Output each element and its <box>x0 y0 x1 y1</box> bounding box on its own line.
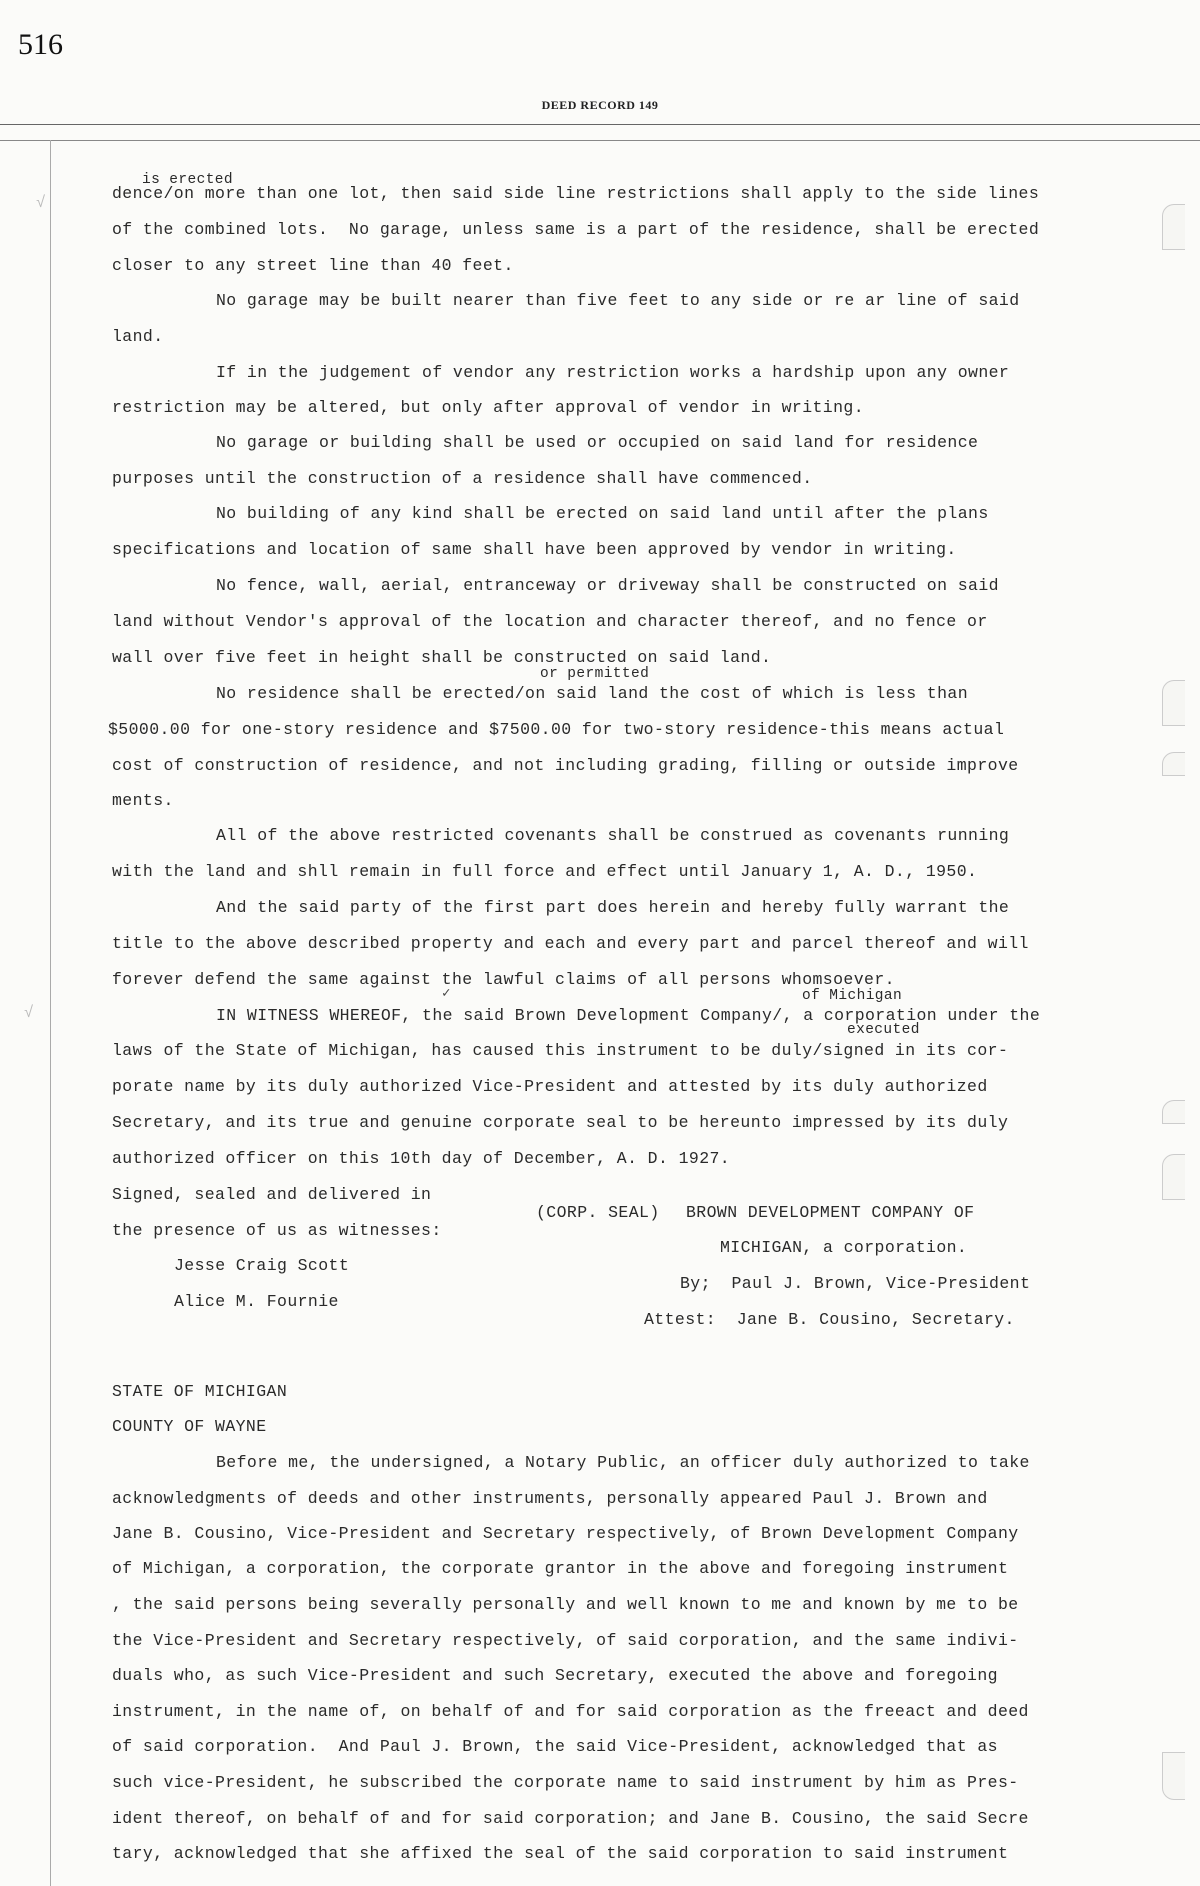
ack-line-11: ident thereof, on behalf of and for said corporation; and Jane B. Cousino, the said Secre <box>112 1809 1029 1828</box>
binding-tab <box>1162 1154 1185 1200</box>
deed-line-1: dence/on more than one lot, then said side line restrictions shall apply to the side lines <box>112 184 1040 203</box>
ack-line-4: of Michigan, a corporation, the corporate grantor in the above and foregoing instrument <box>112 1559 1009 1578</box>
deed-line-12: No fence, wall, aerial, entranceway or driveway shall be constructed on said <box>216 576 999 595</box>
margin-tick-mark: √ <box>24 1004 34 1022</box>
deed-line-9: purposes until the construction of a residence shall have commenced. <box>112 469 813 488</box>
deed-line-11: specifications and location of same shall have been approved by vendor in writing. <box>112 540 957 559</box>
header-rule-top <box>0 124 1200 125</box>
ack-line-6: the Vice-President and Secretary respectively, of said corporation, and the same indivi- <box>112 1631 1019 1650</box>
deed-line-2: of the combined lots. No garage, unless same is a part of the residence, shall be erected <box>112 220 1040 239</box>
deed-line-23: forever defend the same against the lawful claims of all persons whomsoever. <box>112 970 895 989</box>
page-header: DEED RECORD 149 <box>541 98 659 112</box>
binding-tab <box>1162 1100 1185 1124</box>
ack-line-1: Before me, the undersigned, a Notary Public, an officer duly authorized to take <box>216 1453 1030 1472</box>
deed-line-3: closer to any street line than 40 feet. <box>112 256 514 275</box>
left-margin-rule <box>50 140 51 1886</box>
deed-line-22: title to the above described property and each and every part and parcel thereof and will <box>112 934 1029 953</box>
signatory-attest: Attest: Jane B. Cousino, Secretary. <box>644 1310 1015 1329</box>
insertion-check-mark: ✓ <box>442 986 451 1002</box>
signed-sealed-label: Signed, sealed and delivered in <box>112 1185 432 1204</box>
deed-line-10: No building of any kind shall be erected on said land until after the plans <box>216 504 989 523</box>
margin-tick-mark: √ <box>36 194 46 212</box>
deed-line-13: land without Vendor's approval of the location and character thereof, and no fence or <box>112 612 988 631</box>
deed-line-21: And the said party of the first part does herein and hereby fully warrant the <box>216 898 1010 917</box>
deed-line-18: ments. <box>112 791 174 810</box>
deed-line-26: porate name by its duly authorized Vice-President and attested by its duly authorized <box>112 1077 988 1096</box>
header-rule-bottom <box>0 140 1200 141</box>
insertion-executed: executed <box>847 1022 920 1038</box>
binding-tab <box>1162 1752 1185 1800</box>
deed-line-28: authorized officer on this 10th day of December, A. D. 1927. <box>112 1149 731 1168</box>
binding-tab <box>1162 752 1185 776</box>
ack-line-12: tary, acknowledged that she affixed the seal of the said corporation to said instrument <box>112 1844 1009 1863</box>
binding-tab <box>1162 680 1185 726</box>
deed-line-7: restriction may be altered, but only after approval of vendor in writing. <box>112 398 865 417</box>
insertion-is-erected: is erected <box>142 172 234 188</box>
deed-line-8: No garage or building shall be used or occupied on said land for residence <box>216 433 979 452</box>
witness-name-1: Jesse Craig Scott <box>174 1256 350 1275</box>
deed-line-20: with the land and shll remain in full force and effect until January 1, A. D., 1950. <box>112 862 978 881</box>
signatory-by: By; Paul J. Brown, Vice-President <box>680 1274 1031 1293</box>
deed-line-6: If in the judgement of vendor any restriction works a hardship upon any owner <box>216 363 1010 382</box>
deed-line-16: $5000.00 for one-story residence and $7500.00 for two-story residence-this means actual <box>108 720 1005 739</box>
ack-line-10: such vice-President, he subscribed the corporate name to said instrument by him as Pres- <box>112 1773 1019 1792</box>
deed-line-27: Secretary, and its true and genuine corporate seal to be hereunto impressed by its duly <box>112 1113 1009 1132</box>
deed-line-14: wall over five feet in height shall be constructed on said land. <box>112 648 772 667</box>
deed-line-24: IN WITNESS WHEREOF, the said Brown Development Company/, a corporation under the <box>216 1006 1041 1025</box>
ack-line-3: Jane B. Cousino, Vice-President and Secretary respectively, of Brown Development Company <box>112 1524 1019 1543</box>
ack-line-2: acknowledgments of deeds and other instruments, personally appeared Paul J. Brown and <box>112 1489 988 1508</box>
deed-line-25: laws of the State of Michigan, has caused this instrument to be duly/signed in its cor- <box>112 1041 1009 1060</box>
deed-line-4: No garage may be built nearer than five feet to any side or re ar line of said <box>216 291 1020 310</box>
insertion-of-michigan: of Michigan <box>802 988 903 1004</box>
company-name-line-2: MICHIGAN, a corporation. <box>720 1238 968 1257</box>
ack-line-9: of said corporation. And Paul J. Brown, the said Vice-President, acknowledged that as <box>112 1737 998 1756</box>
ack-line-8: instrument, in the name of, on behalf of and for said corporation as the freeact and deed <box>112 1702 1029 1721</box>
binding-tab <box>1162 204 1185 250</box>
ack-state: STATE OF MICHIGAN <box>112 1382 288 1401</box>
witness-name-2: Alice M. Fournie <box>174 1292 339 1311</box>
witnesses-label: the presence of us as witnesses: <box>112 1221 442 1240</box>
company-name-line-1: BROWN DEVELOPMENT COMPANY OF <box>686 1203 975 1222</box>
deed-line-17: cost of construction of residence, and not including grading, filling or outside improve <box>112 756 1019 775</box>
deed-line-5: land. <box>112 327 164 346</box>
deed-line-19: All of the above restricted covenants shall be construed as covenants running <box>216 826 1010 845</box>
deed-line-15: No residence shall be erected/on said land the cost of which is less than <box>216 684 969 703</box>
ack-line-7: duals who, as such Vice-President and such Secretary, executed the above and foregoing <box>112 1666 998 1685</box>
ack-line-5: , the said persons being severally personally and well known to me and known by me to be <box>112 1595 1019 1614</box>
ack-county: COUNTY OF WAYNE <box>112 1417 267 1436</box>
insertion-or-permitted: or permitted <box>540 666 650 682</box>
page-number: 516 <box>18 28 63 61</box>
corporate-seal-label: (CORP. SEAL) <box>536 1203 660 1222</box>
